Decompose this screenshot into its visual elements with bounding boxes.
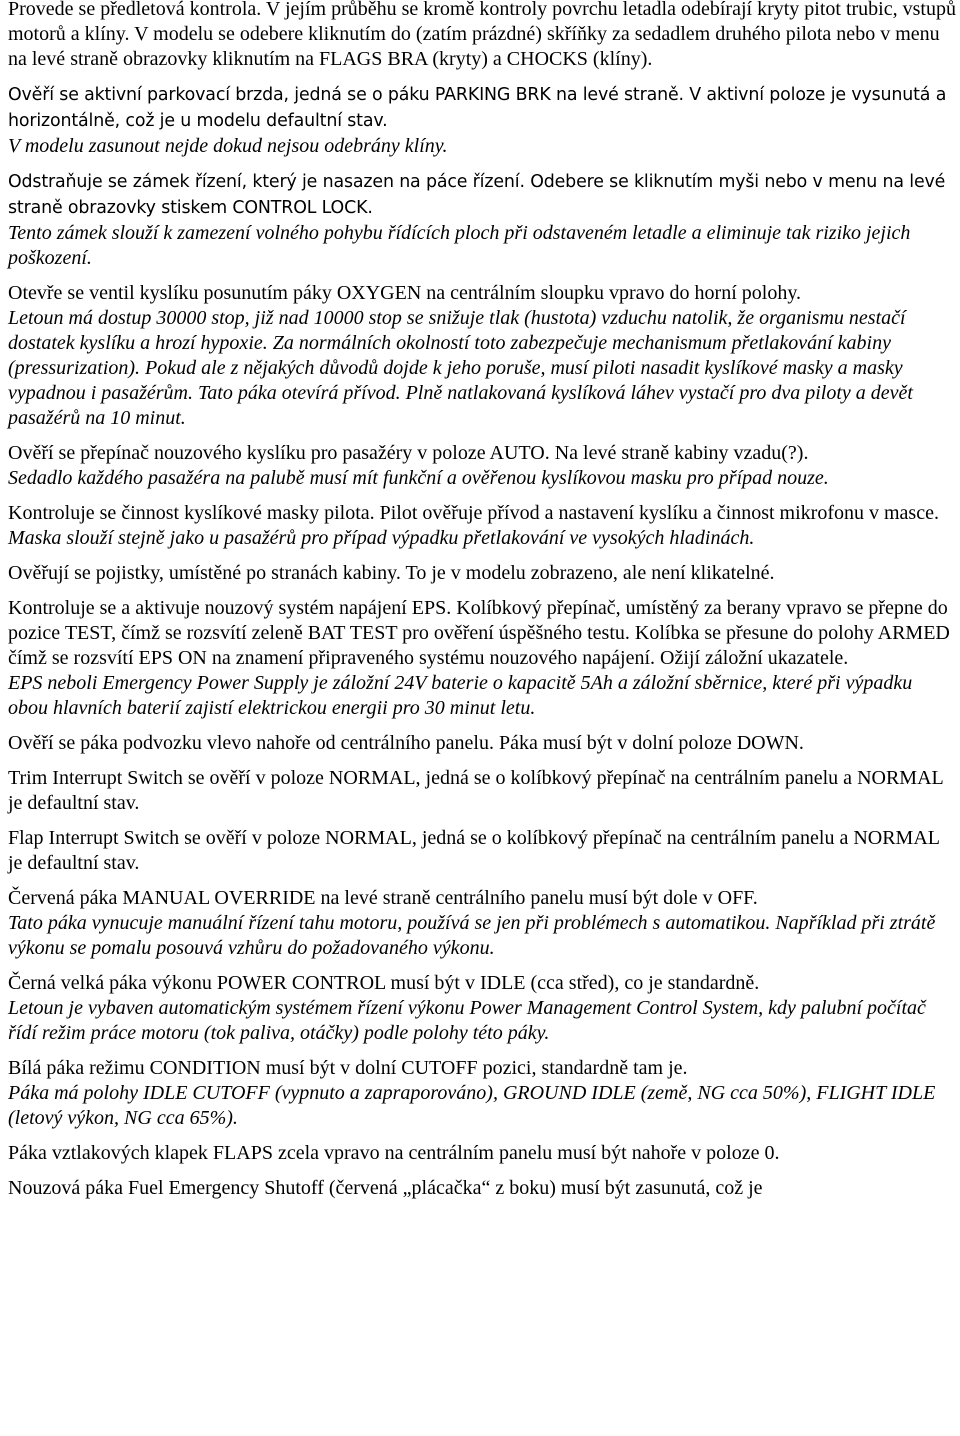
paragraph-note: Maska slouží stejně jako u pasažérů pro případ výpadku přetlakování ve vysokých hladinách.	[8, 527, 755, 549]
paragraph-manual-override	[8, 886, 956, 961]
paragraph-flaps-lever	[8, 1141, 956, 1166]
paragraph-note: Páka má polohy IDLE CUTOFF (vypnuto a zapraporováno), GROUND IDLE (země, NG cca 50%), FLIGHT IDLE (letový výkon, NG cca 65%).	[8, 1082, 936, 1129]
paragraph-note: Tato páka vynucuje manuální řízení tahu motoru, používá se jen při problémech s automatikou. Například při ztrátě výkonu se pomalu posouvá vzhůru do požadovaného výkonu.	[8, 912, 936, 959]
paragraph-condition-lever	[8, 1056, 956, 1131]
paragraph-note: Letoun je vybaven automatickým systémem řízení výkonu Power Management Control System, kdy palubní počítač řídí režim práce motoru (tok paliva, otáčky) podle polohy této páky.	[8, 997, 926, 1044]
paragraph-text: Červená páka MANUAL OVERRIDE na levé straně centrálního panelu musí být dole v OFF.	[8, 887, 758, 909]
paragraph-parking-brake	[8, 82, 956, 159]
paragraph-note: EPS neboli Emergency Power Supply je záložní 24V baterie o kapacitě 5Ah a záložní sběrnice, které při výpadku obou hlavních baterií zajistí elektrickou energii pro 30 minut letu.	[8, 672, 913, 719]
paragraph-note: Letoun má dostup 30000 stop, již nad 10000 stop se snižuje tlak (hustota) vzduchu natolik, že organismu nestačí dostatek kyslíku a hrozí hypoxie. Za normálních okolností toto zabezpečuje mechanismum přetlakování kabiny (pressurization). Pokud ale z nějakých důvodů dojde k jeho poruše, musí piloti nasadit kyslíkové masky a masky vypadnou i pasažérům. Tato páka otevírá přívod. Plně natlakovaná kyslíková láhev vystačí pro dva piloty a devět pasažérů na 10 minut.	[8, 307, 913, 429]
paragraph-text: Ověřují se pojistky, umístěné po stranách kabiny. To je v modelu zobrazeno, ale není klikatelné.	[8, 562, 775, 584]
paragraph-pilot-mask	[8, 501, 956, 551]
paragraph-text: Ověří se aktivní parkovací brzda, jedná se o páku PARKING BRK na levé straně. V aktivní poloze je vysunutá a horizontálně, což je u modelu defaultní stav.	[8, 85, 947, 131]
paragraph-text: Bílá páka režimu CONDITION musí být v dolní CUTOFF pozici, standardně tam je.	[8, 1057, 688, 1079]
paragraph-power-control	[8, 971, 956, 1046]
paragraph-text: Flap Interrupt Switch se ověří v poloze NORMAL, jedná se o kolíbkový přepínač na centrálním panelu a NORMAL je defaultní stav.	[8, 827, 940, 874]
paragraph-passenger-oxygen	[8, 441, 956, 491]
paragraph-text: Ověří se přepínač nouzového kyslíku pro pasažéry v poloze AUTO. Na levé straně kabiny vzadu(?).	[8, 442, 809, 464]
paragraph-oxygen-valve	[8, 281, 956, 431]
paragraph-text: Otevře se ventil kyslíku posunutím páky OXYGEN na centrálním sloupku vpravo do horní polohy.	[8, 282, 802, 304]
paragraph-flap-interrupt	[8, 826, 956, 876]
paragraph-note: V modelu zasunout nejde dokud nejsou odebrány klíny.	[8, 135, 448, 157]
paragraph-text: Kontroluje se a aktivuje nouzový systém napájení EPS. Kolíbkový přepínač, umístěný za berany vpravo se přepne do pozice TEST, čímž se rozsvítí zeleně BAT TEST pro ověření úspěšného testu. Kolíbka se přesune do polohy ARMED čímž se rozsvítí EPS ON na znamení připraveného systému nouzového napájení. Ožijí záložní ukazatele.	[8, 597, 950, 669]
paragraph-fuel-shutoff	[8, 1176, 956, 1201]
paragraph-text: Trim Interrupt Switch se ověří v poloze NORMAL, jedná se o kolíbkový přepínač na centrálním panelu a NORMAL je defaultní stav.	[8, 767, 943, 814]
paragraph-text: Ověří se páka podvozku vlevo nahoře od centrálního panelu. Páka musí být v dolní poloze DOWN.	[8, 732, 804, 754]
paragraph-control-lock	[8, 169, 956, 271]
paragraph-text: Páka vztlakových klapek FLAPS zcela vpravo na centrálním panelu musí být nahoře v poloze 0.	[8, 1142, 780, 1164]
paragraph-eps	[8, 596, 956, 721]
paragraph-gear-lever	[8, 731, 956, 756]
paragraph-text: Odstraňuje se zámek řízení, který je nasazen na páce řízení. Odebere se kliknutím myši nebo v menu na levé straně obrazovky stiskem CONTROL LOCK.	[8, 172, 946, 218]
paragraph-text: Kontroluje se činnost kyslíkové masky pilota. Pilot ověřuje přívod a nastavení kyslíku a činnost mikrofonu v masce.	[8, 502, 939, 524]
paragraph-trim-interrupt	[8, 766, 956, 816]
paragraph-text: Nouzová páka Fuel Emergency Shutoff (červená „plácačka“ z boku) musí být zasunutá, což je	[8, 1177, 763, 1199]
paragraph-note: Sedadlo každého pasažéra na palubě musí mít funkční a ověřenou kyslíkovou masku pro případ nouze.	[8, 467, 829, 489]
paragraph-fuses	[8, 561, 956, 586]
paragraph-text: Černá velká páka výkonu POWER CONTROL musí být v IDLE (cca střed), co je standardně.	[8, 972, 760, 994]
paragraph-text: Provede se předletová kontrola. V jejím průběhu se kromě kontroly povrchu letadla odebírají kryty pitot trubic, vstupů motorů a klíny. V modelu se odebere kliknutím do (zatím prázdné) skříňky za sedadlem druhého pilota nebo v menu na levé straně obrazovky kliknutím na FLAGS BRA (kryty) a CHOCKS (klíny).	[8, 0, 956, 70]
paragraph-note: Tento zámek slouží k zamezení volného pohybu řídících ploch při odstaveném letadle a eliminuje tak riziko jejich poškození.	[8, 222, 911, 269]
paragraph-preflight-inspection	[8, 0, 956, 72]
